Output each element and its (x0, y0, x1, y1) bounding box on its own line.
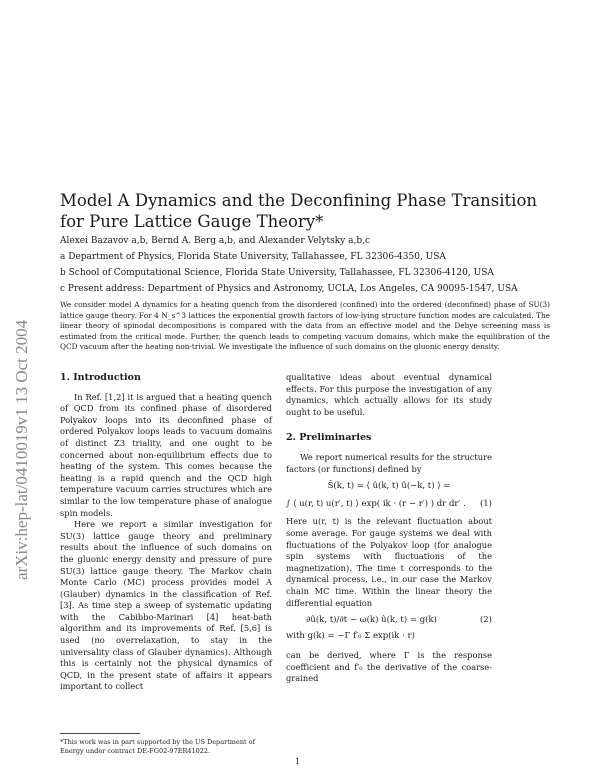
affiliation-a: a Department of Physics, Florida State University, Tallahassee, FL 32306-4350, USA (60, 252, 446, 262)
intro-heading: 1. Introduction (60, 372, 141, 383)
equation-1-number: (1) (479, 498, 492, 509)
equation-2-line-2: with g(k) = −Γ f′₀ Σ exp(ik · r) (286, 630, 415, 641)
equation-1 (286, 499, 492, 511)
equation-2 (286, 615, 492, 627)
prelim-paragraph-3: can be derived, where Γ is the response coefficient and f′₀ the derivative of the coarse-grained (286, 650, 492, 684)
equation-2-line-1: ∂û(k, t)/∂t − ω(k) û(k, t) = g(k) (306, 615, 437, 626)
page-number: 1 (295, 757, 301, 766)
prelim-paragraph-2: Here u(r, t) is the relevant fluctuation about some average. For gauge systems we deal with fluctuations of the Polyakov loop (for analogue spin systems with fluctuations of the magnetization). The time t corresponds to the dynamical process, i.e., in our case the Markov chain MC time. Within the linear theory the differential equation (286, 516, 492, 608)
equation-2-number: (2) (479, 615, 492, 626)
affiliation-c: c Present address: Department of Physics and Astronomy, UCLA, Los Angeles, CA 90095-1547, USA (60, 284, 518, 294)
right-column (286, 372, 492, 685)
prelim-paragraph-1: We report numerical results for the structure factors (or functions) defined by (286, 451, 492, 474)
abstract: We consider model A dynamics for a heating quench from the disordered (confined) into the ordered (deconfined) phase of SU(3) lattice gauge theory. For 4 N_s^3 lattices the exponential growth factors of low-lying structure function modes are calculated. The linear theory of spinodal decompositions is compared with the data from an effective model and the Debye screening mass is estimated from the critical mode. Further, the quench leads to competing vacuum domains, which make the equilibration of the QCD vacuum after the heating non-trivial. We investigate the influence of such domains on the gluonic energy density. (60, 300, 550, 351)
equation-1-line-2: ∫ ⟨ u(r, t) u(r′, t) ⟩ exp( ik · (r − r′) ) dr dr′ . (286, 498, 466, 509)
right-paragraph-0: qualitative ideas about eventual dynamical effects. For this purpose the investigation of any dynamics, which actually allows for its study ought to be useful. (286, 372, 492, 417)
arxiv-stamp: arXiv:hep-lat/0410019v1 13 Oct 2004 (12, 319, 31, 580)
prelim-heading: 2. Preliminaries (286, 432, 372, 444)
footnote-rule (60, 733, 140, 734)
intro-paragraph-1: In Ref. [1,2] it is argued that a heating quench of QCD from its confined phase of disordered Polyakov loops into its deconfined phase of ordered Polyakov loops leads to vacuum domains of distinct Z3 triality, and one ought to be concerned about non-equilibrium effects due to heating of the system. This comes because the heating is a rapid quench and the QCD high temperature vacuum carries structures which are similar to the low temperature phase of analogue spin models. (60, 391, 272, 518)
intro-paragraph-2: Here we report a similar investigation for SU(3) lattice gauge theory and preliminary results about the influence of such domains on the gluonic energy density and pressure of pure SU(3) lattice gauge theory. The Markov chain Monte Carlo (MC) process provides model A (Glauber) dynamics in the classification of Ref. [3]. As time step a sweep of systematic updating with the Cabibbo-Marinari [4] heat-bath algorithm and its improvements of Ref. [5,6] is used (no overrelaxation, to stay in the universality class of Glauber dynamics). Although this is certainly not the physical dynamics of QCD, in the present state of affairs it appears important to collect (60, 519, 272, 692)
footnote: *This work was in part supported by the US Department of Energy under contract DE-FG02-97ER41022. (60, 738, 255, 755)
equation-1-line-1: Ŝ(k, t) = ⟨ û(k, t) û(−k, t) ⟩ = (327, 481, 451, 492)
paper-title: Model A Dynamics and the Deconfining Phase Transition for Pure Lattice Gauge Theory* (60, 191, 538, 231)
affiliation-b: b School of Computational Science, Florida State University, Tallahassee, FL 32306-4120, USA (60, 268, 494, 278)
author-list: Alexei Bazavov a,b, Bernd A. Berg a,b, and Alexander Velytsky a,b,c (60, 236, 371, 246)
left-column (60, 372, 272, 693)
